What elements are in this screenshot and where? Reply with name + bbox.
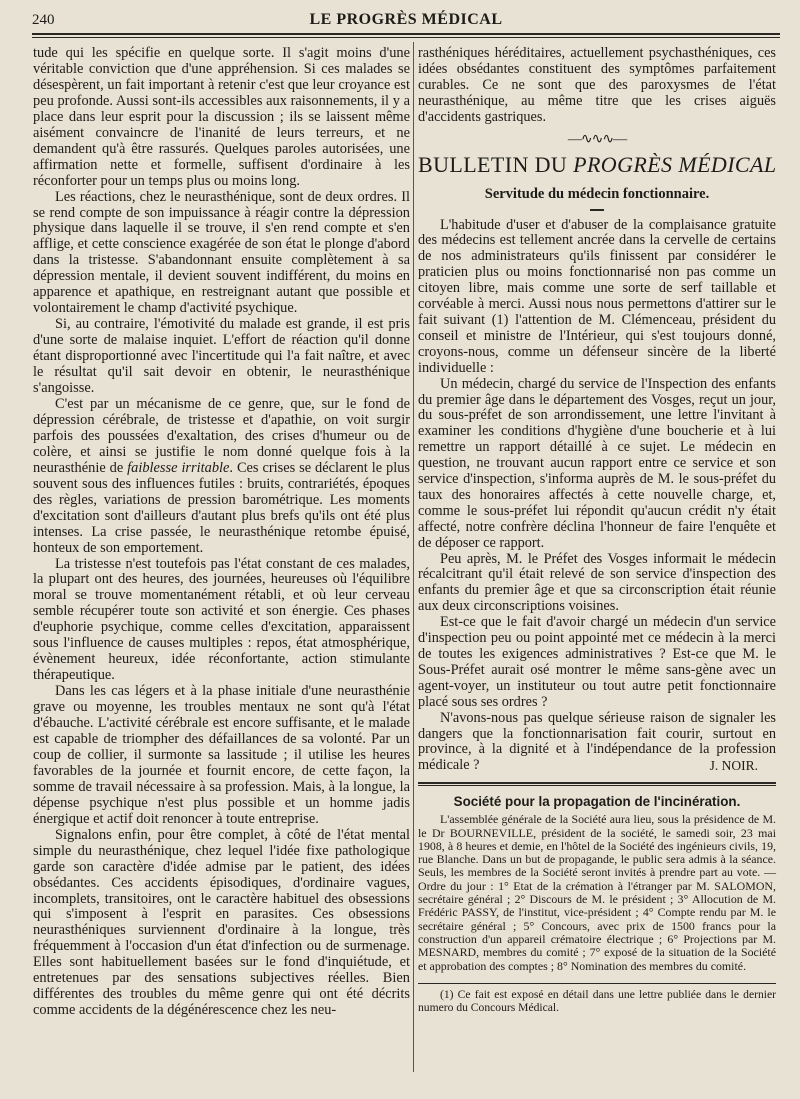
paragraph: tude qui les spécifie en quelque sorte. Il s'agit moins d'une véritable conviction que d'une appréhension. Si ces malades se désespèrent, un fait important à retenir c'est que leur croyance est peu profonde. Aussi sont-ils accessibles aux raisonnements, il y a place dans leur esprit pour la discussion ; ils se laissent même aisément convaincre de l'inanité de leurs terreurs, et ne demandent qu'à être rassurés. Quelques paroles autorisées, une affirmation nette et formelle, suffisent d'ordinaire à les réconforter pour un temps plus ou moins long. [33, 45, 410, 189]
paragraph: rasthéniques héréditaires, actuellement psychasthéniques, ces idées obsédantes constituent des symptômes parfaitement curables. Ce ne sont que des paroxysmes de l'état neurasthénique, au même titre que les crises aiguës d'accidents gastriques. [418, 45, 776, 125]
paragraph: Si, au contraire, l'émotivité du malade est grande, il est pris d'une sorte de malaise inquiet. L'effort de réaction qu'il donne étant disproportionné avec l'incertitude qui l'a fait naître, et avec le résultat qu'il sait devoir en obtenir, le neurasthénique s'angoisse. [33, 316, 410, 397]
right-column [418, 46, 776, 1014]
footnote-text: (1) Ce fait est exposé en détail dans une lettre publiée dans le dernier numero du Concours Médical. [418, 987, 776, 1014]
bulletin-title [418, 152, 776, 178]
paragraph: La tristesse n'est toutefois pas l'état constant de ces malades, la plupart ont des heures, des journées, heureuses où l'équilibre moral se trouve momentanément rétabli, et où leur cerveau semble récupérer toute son activité et son énergie. Ces phases d'euphorie psychique, comme celles d'excitation, apparaissent sous l'influence de causes multiples : repos, état atmosphérique, évènement heureux, idée réconfortante, action stimulante thérapeutique. [33, 555, 410, 684]
section-rule [418, 782, 776, 784]
header-rule [32, 33, 780, 35]
article-title: Servitude du médecin fonctionnaire. [484, 185, 710, 202]
paragraph: Signalons enfin, pour être complet, à côté de l'état mental simple du neurasthénique, chez lequel l'idée fixe pathologique garde son caractère d'idée admise par le patient, des idées obsédantes. Ces accidents épisodiques, d'ordinaire vagues, incomplets, transitoires, ont le caractère habituel des obsessions qui s'imposent à l'esprit en parasites. Ces obsessions neurasthéniques surviennent d'ordinaire à la longue, très fréquemment à l'occasion d'un état d'infection ou de surmenage. Elles sont habituellement basées sur le fond d'inquiétude, et entretenues par des sensations subjectives réelles. Bien différentes des troubles du même genre qui ont été décrits comme accidents de la dégénérescence chez les neu- [33, 826, 410, 1019]
author-signature: J. NOIR. [709, 758, 758, 774]
paragraph: Est-ce que le fait d'avoir chargé un médecin d'un service d'inspection peu ou point appointé met ce médecin à la merci de toutes les exigences administratives ? Est-ce que M. le Sous-Préfet aurait osé montrer le même sans-gène avec un agent-voyer, un instituteur ou tout autre petit fonctionnaire placé sous ses ordres ? [418, 614, 776, 710]
header-rule-thin [32, 37, 780, 38]
section-rule-thin [418, 785, 776, 786]
society-text: L'assemblée générale de la Société aura lieu, sous la présidence de M. le Dr BOURNEVILLE, président de la société, le samedi soir, 23 mai 1908, à 8 heures et demie, en l'hôtel de la Société des ingénieurs civils, 19, rue Blanche. Dans un but de propagande, le public sera admis à la séance. Seuls, les membres de la Société seront invités à prendre part au vote. — Ordre du jour : 1° Etat de la crémation à l'étranger par M. SALOMON, secrétaire général ; 2° Discours de M. le président ; 3° Allocution de M. Frédéric PASSY, de l'institut, vice-président ; 4° Compte rendu par M. le secrétaire général ; 5° Concours, avec prix de 1500 francs pour la construction d'un appareil crématoire électrique ; 6° Projections par M. MESNARD, membres du comité ; 7° exposé de la situation de la Société et approbation des comptes ; 8° Nomination des membres du comité. [418, 812, 776, 973]
column-divider [413, 42, 414, 1072]
bulletin-title-prefix: BULLETIN DU [418, 151, 568, 177]
ornament-divider: —∿∿∿— [567, 131, 627, 147]
society-title: Société pour la propagation de l'incinération. [453, 794, 741, 810]
bulletin-title-italic: PROGRÈS MÉDICAL [573, 151, 777, 177]
paragraph: Dans les cas légers et à la phase initiale d'une neurasthénie grave ou moyenne, les troubles mentaux ne sont qu'à l'état d'ébauche. L'activité cérébrale est encore suffisante, et le malade est capable de triompher des défaillances de sa volonté. Par un coup de collier, il surmonte sa lassitude ; il utilise les heures favorables de la journée et fournit encore, de cette façon, la somme de travail nécessaire à sa profession. Mais, à la longue, la dépense psychique n'est plus possible et un homme jadis énergique et actif doit renoncer à toute entreprise. [33, 683, 410, 827]
left-column [33, 46, 410, 1019]
paragraph-with-emphasis: C'est par un mécanisme de ce genre, que, sur le fond de dépression cérébrale, de tristesse et d'apathie, on voit surgir parfois des poussées d'exaltation, des crises d'humeur ou de colère, et ainsi se justifie le nom donné quelque fois à la neurasthénie de faiblesse irritable. Ces crises se déclarent le plus souvent sous des influences futiles : bruits, contrariétés, époques des règles, variations de pression barométrique. Les moments d'excitation sont d'ailleurs d'autant plus brefs qu'ils ont été plus intenses. La crise passée, le neurasthénique retombe épuisé, honteux de son emportement. [33, 395, 410, 556]
journal-title: LE PROGRÈS MÉDICAL [309, 11, 503, 28]
emphasis-text: faiblesse irritable [127, 459, 230, 476]
page-header [32, 10, 780, 32]
paragraph: Peu après, M. le Préfet des Vosges informait le médecin récalcitrant qu'il était relevé de son service d'inspection des enfants du premier âge et que sa circonscription était réunie aux deux circonscriptions voisines. [418, 550, 776, 615]
paragraph: L'habitude d'user et d'abuser de la complaisance gratuite des médecins est tellement ancrée dans la cervelle de certains de nos administrateurs qu'ils finissent par considérer le praticien plus ou moins fonctionnarisé non pas comme un citoyen libre, mais comme une sorte de serf taillable et corvéable à merci. Aussi nous nous permettons d'attirer sur le fait suivant (1) l'attention de M. Clémenceau, président du conseil et ministre de l'Intérieur, qui s'est toujours donné, croyons-nous, comme un défenseur sincère de la liberté individuelle : [418, 216, 776, 376]
society-notice [418, 813, 776, 973]
page-number: 240 [32, 12, 55, 28]
title-rule [590, 209, 604, 211]
paragraph: Un médecin, chargé du service de l'Inspection des enfants du premier âge dans le département des Vosges, reçut un jour, du sous-préfet de son arrondissement, une lettre l'invitant à examiner les conditions d'hygiène d'une boucherie et à lui remettre un rapport détaillé à ce sujet. Le médecin en question, ne trouvant aucun rapport entre ce service et son service d'inspection, s'informa auprès de M. le sous-préfet du taux des honoraires affectés à cette nouvelle charge, et, comme le sous-préfet lui répondit qu'aucun crédit n'y était affecté, notre confrère déclina l'honneur de faire l'enquête et de déposer ce rapport. [418, 375, 776, 551]
footnote-rule [418, 983, 776, 984]
paragraph: N'avons-nous pas quelque sérieuse raison de signaler les dangers que la fonctionnarisation fait courir, surtout en province, à la dignité et à l'indépendance de la profession médicale ? [418, 709, 776, 774]
paragraph: Les réactions, chez le neurasthénique, sont de deux ordres. Il se rend compte de son impuissance à réagir contre la dépression physique dans laquelle il se trouve, il s'en rend compte et s'en afflige, et cette conscience exagérée de son état le plonge d'abord dans la tristesse. S'abandonnant ensuite complètement à sa dépression mentale, il devient souvent indifférent, du moins en apparence et apathique, en restreignant autant que possible et volontairement le champ d'activité psychique. [33, 188, 410, 317]
footnote [418, 988, 776, 1014]
